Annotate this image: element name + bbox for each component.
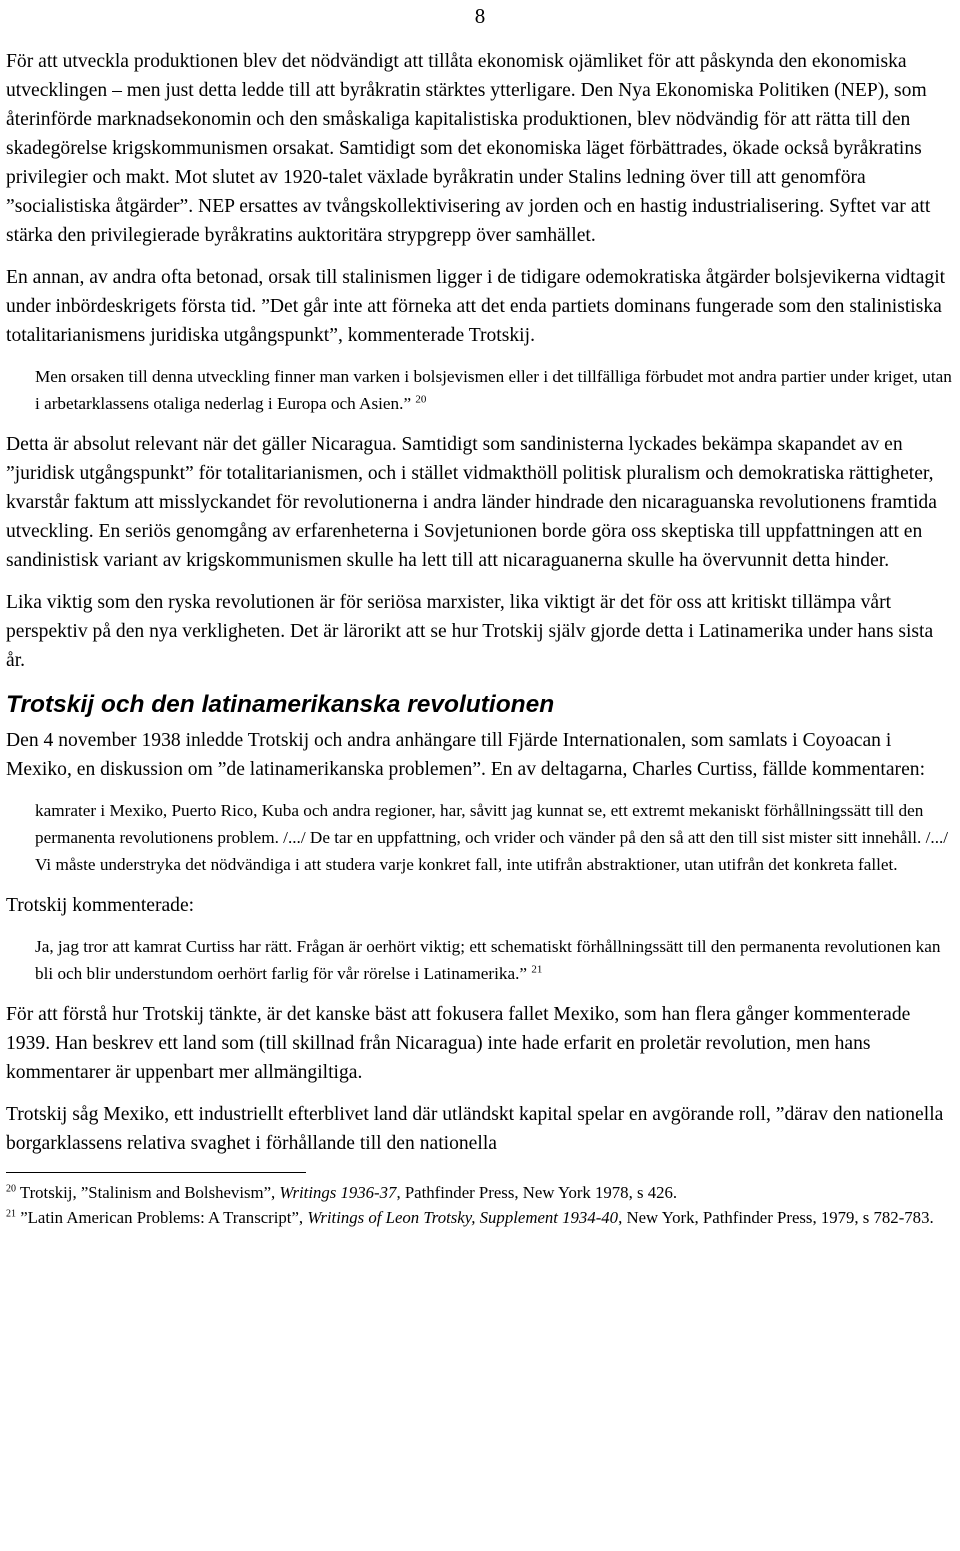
paragraph-5: Den 4 november 1938 inledde Trotskij och andra anhängare till Fjärde Internationalen, som samlats i Coyoacan i Mexiko, en diskussion om ”de latinamerikanska problemen”. En av deltagarna, Charles Curtiss, fällde kommentaren: [6, 730, 926, 780]
footnote-ref-21[interactable]: 21 [531, 963, 543, 976]
footnote-ref-20[interactable]: 20 [415, 393, 427, 406]
paragraph-1-part-b: Den Nya Ekonomiska Politiken (NEP), som återinförde marknadsekonomin och den småskaliga kapitalistiska produktionen, blev nödvändig för att rätta till den skadegörelse krigskommunismen orsakat. [6, 80, 927, 159]
paragraph-1-part-c: Samtidigt som det ekonomiska läget förbättrades, ökade också byråkratins privilegier och makt. [6, 138, 922, 188]
block-quote-2: kamrater i Mexiko, Puerto Rico, Kuba och andra regioner, har, såvitt jag kunnat se, ett extremt mekaniskt förhållningssätt till den permanenta revolutionens problem. /.../ De tar en uppfattning, och vrider och vänder på den så att den till sist mister sitt innehåll. /.../ Vi måste understryka det nödvändiga i att studera varje konkret fall, inte utifrån abstraktioner, utan utifrån det konkreta fallet. [35, 801, 949, 874]
paragraph-1-part-e: NEP ersattes av tvångskollektivisering av jorden och en hastig industrialisering. [198, 196, 830, 217]
paragraph-8: Trotskij såg Mexiko, ett industriellt efterblivet land där utländskt kapital spelar en avgörande roll, ”därav den nationella borgarklassens relativa svaghet i förhållande till den nationella [6, 1104, 944, 1154]
block-quote-1 [6, 363, 954, 417]
footnote-text: Trotskij, ”Stalinism and Bolshevism”, [19, 1183, 280, 1202]
block-quote-3-text: Ja, jag tror att kamrat Curtiss har rätt. Frågan är oerhört viktig; ett schematiskt förhållningssätt till den permanenta revolutionen kan bli och blir understundom oerhört farlig för vår rörelse i Latinamerika.” [35, 937, 941, 983]
paragraph-6: Trotskij kommenterade: [6, 895, 195, 916]
paragraph-1-part-d: Mot slutet av 1920-talet växlade byråkratin under Stalins ledning över till att genomföra ”socialistiska åtgärder”. [6, 167, 866, 217]
block-quote-1-text: Men orsaken till denna utveckling finner man varken i bolsjevismen eller i det tillfälliga förbudet mot andra partier under kriget, utan i arbetarklassens otaliga nederlag i Europa och Asien.” [35, 367, 952, 413]
footnote-text: ”Latin American Problems: A Transcript”, [20, 1208, 308, 1227]
footnote-mark: 20 [6, 1183, 16, 1195]
page-number: 8 [474, 4, 486, 28]
section-heading: Trotskij och den latinamerikanska revolutionen [6, 691, 555, 718]
footnote-20 [6, 1181, 954, 1204]
footnote-text-end: , New York, Pathfinder Press, 1979, s 782-783. [618, 1208, 934, 1227]
footnote-title: Writings of Leon Trotsky, Supplement 1934-40 [307, 1208, 619, 1227]
footnote-divider [6, 1172, 306, 1173]
footnote-21 [6, 1206, 954, 1229]
paragraph-2: En annan, av andra ofta betonad, orsak till stalinismen ligger i de tidigare odemokratiska åtgärder bolsjevikerna vidtagit under inbördeskrigets första tid. ”Det går inte att förneka att det enda partiets dominans fungerade som den stalinistiska totalitarianismens juridiska utgångspunkt”, kommenterade Trotskij. [6, 267, 946, 346]
block-quote-3 [6, 933, 954, 987]
page-body [6, 47, 954, 1231]
paragraph-1-part-a: För att utveckla produktionen blev det nödvändigt att tillåta ekonomisk ojämliket för att påskynda den ekonomiska utvecklingen – men just detta ledde till att byråkratin stärktes ytterligare. [6, 51, 907, 101]
footnote-title: Writings 1936-37 [279, 1183, 397, 1202]
footnote-mark: 21 [6, 1208, 16, 1220]
paragraph-7: För att förstå hur Trotskij tänkte, är det kanske bäst att fokusera fallet Mexiko, som han flera gånger kommenterade 1939. Han beskrev ett land som (till skillnad från Nicaragua) inte hade erfarit en proletär revolution, men hans kommentarer är uppenbart mer allmängiltiga. [6, 1004, 911, 1083]
paragraph-1 [6, 47, 954, 250]
paragraph-4: Lika viktig som den ryska revolutionen är för seriösa marxister, lika viktigt är det för oss att kritiskt tillämpa vårt perspektiv på den nya verkligheten. Det är lärorikt att se hur Trotskij själv gjorde detta i Latinamerika under hans sista år. [6, 592, 934, 671]
paragraph-1-part-f: Syftet var att stärka den privilegierade byråkratins auktoritära strypgrepp över samhället. [6, 196, 931, 246]
footnote-text-end: , Pathfinder Press, New York 1978, s 426. [396, 1183, 678, 1202]
paragraph-3: Detta är absolut relevant när det gäller Nicaragua. Samtidigt som sandinisterna lyckades bekämpa skapandet av en ”juridisk utgångspunkt” för totalitarianismen, och i stället vidmakthöll politisk pluralism och demokratiska rättigheter, kvarstår faktum att misslyckandet för revolutionerna i andra länder hindrade den nicaraguanska revolutionens framtida utveckling. En seriös genomgång av erfarenheterna i Sovjetunionen borde göra oss skeptiska till uppfattningen att en sandinistisk variant av krigskommunismen skulle ha lett till att nicaraguanerna skulle ha övervunnit detta hinder. [6, 434, 937, 571]
